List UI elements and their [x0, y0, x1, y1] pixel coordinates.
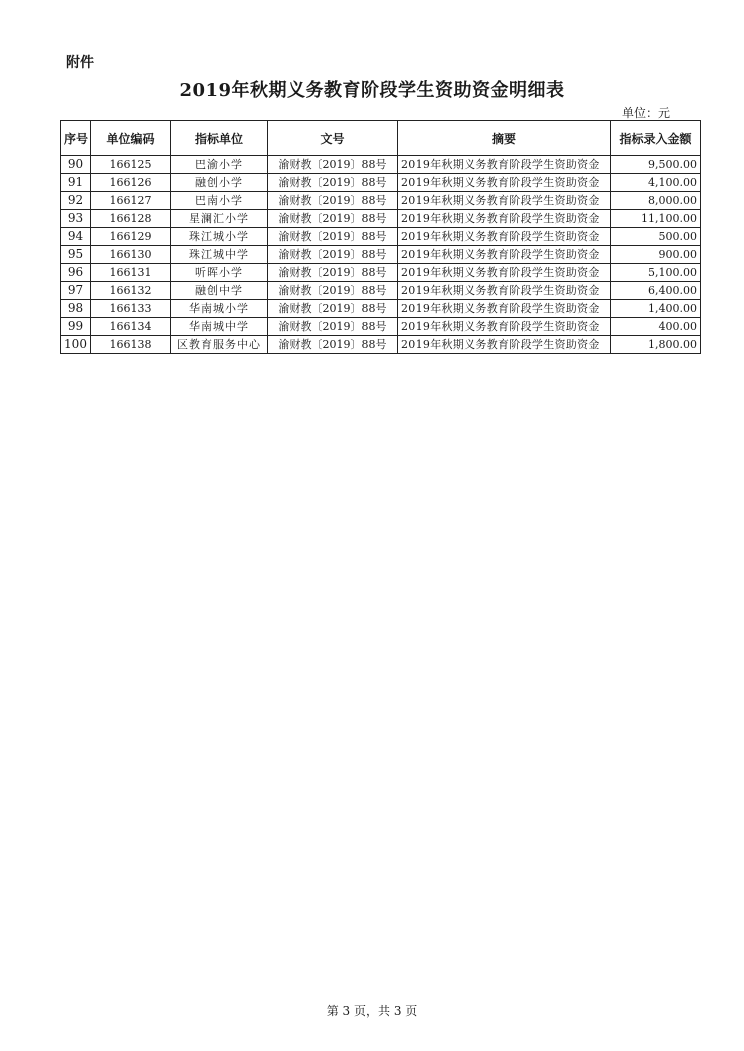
cell-seq: 96	[61, 264, 91, 282]
cell-summary: 2019年秋期义务教育阶段学生资助资金	[398, 336, 611, 354]
cell-amount: 5,100.00	[611, 264, 701, 282]
cell-doc: 渝财教〔2019〕88号	[268, 264, 398, 282]
table-row	[61, 336, 701, 354]
cell-unit: 华南城中学	[171, 318, 268, 336]
cell-summary: 2019年秋期义务教育阶段学生资助资金	[398, 282, 611, 300]
cell-seq: 94	[61, 228, 91, 246]
cell-doc: 渝财教〔2019〕88号	[268, 318, 398, 336]
cell-amount: 11,100.00	[611, 210, 701, 228]
cell-code: 166128	[91, 210, 171, 228]
cell-unit: 珠江城小学	[171, 228, 268, 246]
cell-summary: 2019年秋期义务教育阶段学生资助资金	[398, 318, 611, 336]
cell-code: 166131	[91, 264, 171, 282]
table-row	[61, 264, 701, 282]
cell-summary: 2019年秋期义务教育阶段学生资助资金	[398, 210, 611, 228]
cell-unit: 融创小学	[171, 174, 268, 192]
cell-amount: 1,400.00	[611, 300, 701, 318]
cell-seq: 90	[61, 156, 91, 174]
cell-summary: 2019年秋期义务教育阶段学生资助资金	[398, 174, 611, 192]
cell-summary: 2019年秋期义务教育阶段学生资助资金	[398, 246, 611, 264]
cell-unit: 华南城小学	[171, 300, 268, 318]
cell-amount: 900.00	[611, 246, 701, 264]
cell-unit: 巴渝小学	[171, 156, 268, 174]
cell-amount: 500.00	[611, 228, 701, 246]
unit-label: 单位：元	[622, 106, 671, 120]
cell-doc: 渝财教〔2019〕88号	[268, 210, 398, 228]
table-row	[61, 174, 701, 192]
cell-amount: 6,400.00	[611, 282, 701, 300]
cell-unit: 区教育服务中心	[171, 336, 268, 354]
cell-doc: 渝财教〔2019〕88号	[268, 228, 398, 246]
cell-amount: 8,000.00	[611, 192, 701, 210]
cell-amount: 9,500.00	[611, 156, 701, 174]
cell-doc: 渝财教〔2019〕88号	[268, 174, 398, 192]
cell-summary: 2019年秋期义务教育阶段学生资助资金	[398, 300, 611, 318]
cell-code: 166132	[91, 282, 171, 300]
column-header-code: 单位编码	[91, 121, 171, 156]
cell-code: 166129	[91, 228, 171, 246]
attachment-label: 附件	[66, 55, 94, 71]
cell-code: 166125	[91, 156, 171, 174]
funding-table	[60, 120, 701, 354]
column-header-seq: 序号	[61, 121, 91, 156]
cell-seq: 93	[61, 210, 91, 228]
cell-summary: 2019年秋期义务教育阶段学生资助资金	[398, 192, 611, 210]
cell-unit: 巴南小学	[171, 192, 268, 210]
table-row	[61, 192, 701, 210]
cell-amount: 4,100.00	[611, 174, 701, 192]
cell-unit: 珠江城中学	[171, 246, 268, 264]
table-row	[61, 300, 701, 318]
cell-doc: 渝财教〔2019〕88号	[268, 300, 398, 318]
cell-summary: 2019年秋期义务教育阶段学生资助资金	[398, 228, 611, 246]
cell-amount: 400.00	[611, 318, 701, 336]
cell-summary: 2019年秋期义务教育阶段学生资助资金	[398, 156, 611, 174]
cell-seq: 98	[61, 300, 91, 318]
cell-seq: 95	[61, 246, 91, 264]
column-header-amount: 指标录入金额	[611, 121, 701, 156]
table-row	[61, 246, 701, 264]
cell-code: 166127	[91, 192, 171, 210]
table-row	[61, 318, 701, 336]
cell-code: 166138	[91, 336, 171, 354]
column-header-summary: 摘要	[398, 121, 611, 156]
document-title: 2019年秋期义务教育阶段学生资助资金明细表	[179, 80, 565, 101]
table-row	[61, 228, 701, 246]
cell-doc: 渝财教〔2019〕88号	[268, 282, 398, 300]
column-header-unit: 指标单位	[171, 121, 268, 156]
cell-code: 166130	[91, 246, 171, 264]
table-row	[61, 282, 701, 300]
cell-seq: 92	[61, 192, 91, 210]
cell-code: 166133	[91, 300, 171, 318]
cell-doc: 渝财教〔2019〕88号	[268, 192, 398, 210]
column-header-doc: 文号	[268, 121, 398, 156]
cell-amount: 1,800.00	[611, 336, 701, 354]
page-number: 第 3 页，共 3 页	[326, 1004, 418, 1018]
table-row	[61, 156, 701, 174]
cell-doc: 渝财教〔2019〕88号	[268, 156, 398, 174]
table-body	[61, 156, 701, 354]
table-header-row	[61, 121, 701, 156]
cell-code: 166126	[91, 174, 171, 192]
cell-doc: 渝财教〔2019〕88号	[268, 336, 398, 354]
cell-code: 166134	[91, 318, 171, 336]
table-row	[61, 210, 701, 228]
cell-unit: 星澜汇小学	[171, 210, 268, 228]
cell-seq: 97	[61, 282, 91, 300]
cell-seq: 91	[61, 174, 91, 192]
cell-unit: 听晖小学	[171, 264, 268, 282]
cell-unit: 融创中学	[171, 282, 268, 300]
cell-seq: 99	[61, 318, 91, 336]
cell-doc: 渝财教〔2019〕88号	[268, 246, 398, 264]
cell-summary: 2019年秋期义务教育阶段学生资助资金	[398, 264, 611, 282]
cell-seq: 100	[61, 336, 91, 354]
